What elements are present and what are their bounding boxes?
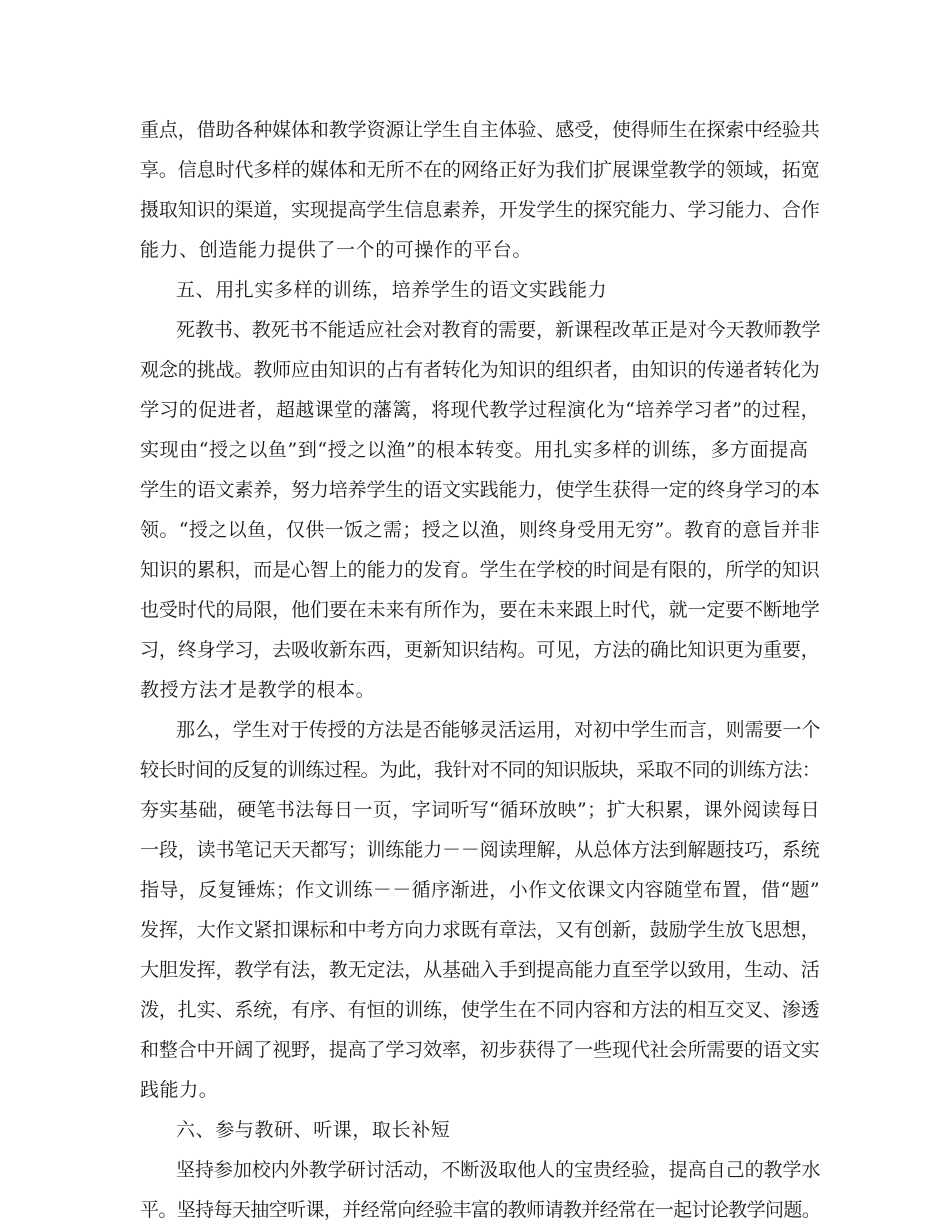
text-line: 学生的语文素养，努力培养学生的语文实践能力，使学生获得一定的终身学习的本	[140, 479, 820, 501]
text-line: 实现由“授之以鱼”到“授之以渔”的根本转变。用扎实多样的训练，多方面提高	[140, 439, 809, 461]
text-line: 一段，读书笔记天天都写；训练能力－－阅读理解，从总体方法到解题技巧，系统	[140, 839, 820, 861]
text-line: 摄取知识的渠道，实现提高学生信息素养，开发学生的探究能力、学习能力、合作	[140, 199, 820, 221]
text-line: 指导，反复锤炼；作文训练－－循序渐进，小作文依课文内容随堂布置，借“题”	[140, 879, 821, 901]
text-line: 享。信息时代多样的媒体和无所不在的网络正好为我们扩展课堂教学的领域，拓宽	[140, 159, 820, 181]
text-line: 观念的挑战。教师应由知识的占有者转化为知识的组织者，由知识的传递者转化为	[140, 359, 820, 381]
document-body	[140, 110, 820, 1230]
text-line: 死教书、教死书不能适应社会对教育的需要，新课程改革正是对今天教师教学	[176, 319, 821, 341]
text-line: 习，终身学习，去吸收新东西，更新知识结构。可见，方法的确比知识更为重要，	[140, 639, 820, 661]
text-line: 领。“授之以鱼，仅供一饭之需；授之以渔，则终身受用无穷”。教育的意旨并非	[140, 519, 821, 541]
text-line: 夯实基础，硬笔书法每日一页，字词听写“循环放映”；扩大积累，课外阅读每日	[140, 799, 821, 821]
text-line: 较长时间的反复的训练过程。为此，我针对不同的知识版块，采取不同的训练方法：	[140, 759, 821, 781]
text-line: 平。坚持每天抽空听课，并经常向经验丰富的教师请教并经常在一起讨论教学问题。	[140, 1199, 821, 1221]
text-line: 大胆发挥，教学有法，教无定法，从基础入手到提高能力直至学以致用，生动、活	[140, 959, 820, 981]
text-line: 坚持参加校内外教学研讨活动，不断汲取他人的宝贵经验，提高自己的教学水	[176, 1159, 821, 1181]
text-line: 学习的促进者，超越课堂的藩篱，将现代教学过程演化为“培养学习者”的过程，	[140, 399, 821, 421]
text-line: 践能力。	[140, 1079, 219, 1101]
text-line: 发挥，大作文紧扣课标和中考方向力求既有章法，又有创新，鼓励学生放飞思想，	[140, 919, 820, 941]
text-line: 五、用扎实多样的训练，培养学生的语文实践能力	[176, 279, 608, 301]
text-line: 六、参与教研、听课，取长补短	[176, 1119, 451, 1141]
text-line: 也受时代的局限，他们要在未来有所作为，要在未来跟上时代，就一定要不断地学	[140, 599, 820, 621]
text-line: 泼，扎实、系统，有序、有恒的训练，使学生在不同内容和方法的相互交叉、渗透	[140, 999, 820, 1021]
text-line: 教授方法才是教学的根本。	[140, 679, 376, 701]
text-line: 知识的累积，而是心智上的能力的发育。学生在学校的时间是有限的，所学的知识	[140, 559, 820, 581]
text-line: 和整合中开阔了视野，提高了学习效率，初步获得了一些现代社会所需要的语文实	[140, 1039, 820, 1061]
text-line: 能力、创造能力提供了一个的可操作的平台。	[140, 239, 533, 261]
text-line: 重点，借助各种媒体和教学资源让学生自主体验、感受，使得师生在探索中经验共	[140, 119, 820, 141]
text-line: 那么，学生对于传授的方法是否能够灵活运用，对初中学生而言，则需要一个	[176, 719, 821, 741]
